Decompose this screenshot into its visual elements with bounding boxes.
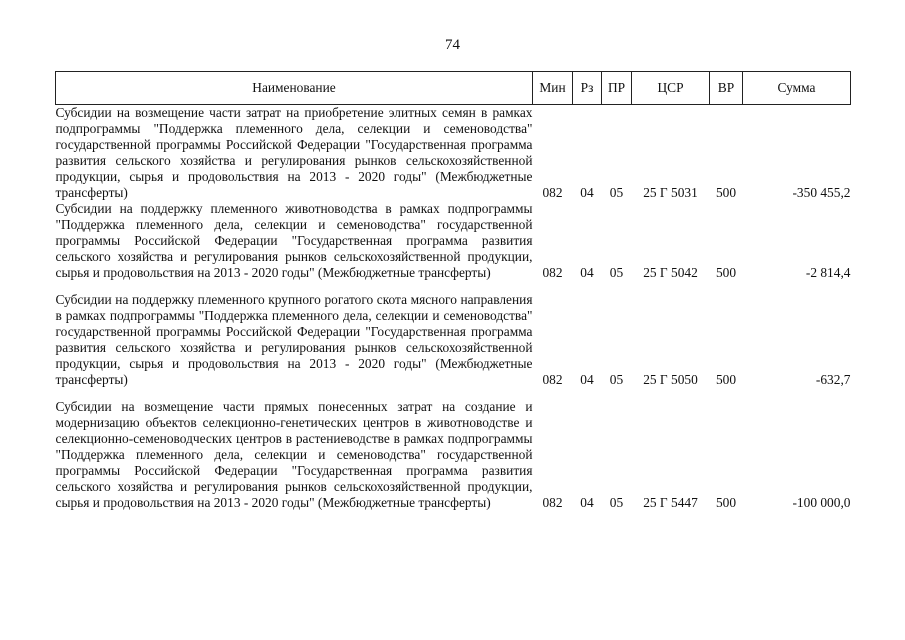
row-pr: 05: [609, 185, 624, 200]
table-row: [56, 201, 851, 281]
table-row: [56, 105, 851, 202]
row-name: Субсидии на поддержку племенного животноводства в рамках подпрограммы "Поддержка племенного дела, селекции и семеноводства" государственной программы Российской Федерации "Государственная программа развития сельского хозяйства и регулирования рынков сельскохозяйственной продукции, сырья и продовольствия на 2013 - 2020 годы" (Межбюджетные трансферты): [55, 201, 533, 280]
header-name: Наименование: [56, 72, 533, 105]
page-number: 74: [445, 37, 460, 53]
table-header-row: [56, 72, 851, 105]
row-name: Субсидии на возмещение части затрат на приобретение элитных семян в рамках подпрограммы "Поддержка племенного дела, селекции и семеноводства" государственной программы Российской Федерации "Государственная программа развития сельского хозяйства и регулирования рынков сельскохозяйственной продукции, сырья и продовольствия на 2013 - 2020 годы" (Межбюджетные трансферты): [55, 105, 533, 200]
header-csr: ЦСР: [632, 72, 710, 105]
row-sum: -2 814,4: [805, 265, 851, 280]
row-pr: 05: [609, 495, 624, 510]
row-rz: 04: [580, 495, 594, 510]
row-name: Субсидии на возмещение части прямых понесенных затрат на создание и модернизацию объектов селекционно-генетических центров в животноводстве и селекционно-семеноводческих центров в растениеводстве в рамках подпрограммы "Поддержка племенного дела, селекции и семеноводства" государственной программы Российской Федерации "Государственная программа развития сельского хозяйства и регулирования рынков сельскохозяйственной продукции, сырья и продовольствия на 2013 - 2020 годы" (Межбюджетные трансферты): [55, 399, 533, 510]
row-name: Субсидии на поддержку племенного крупного рогатого скота мясного направления в рамках подпрограммы "Поддержка племенного дела, селекции и семеноводства" государственной программы Российской Федерации "Государственная программа развития сельского хозяйства и регулирования рынков сельскохозяйственной продукции, сырья и продовольствия на 2013 - 2020 годы" (Межбюджетные трансферты): [55, 292, 533, 387]
row-vr: 500: [715, 495, 737, 510]
row-min: 082: [542, 495, 563, 510]
row-csr: 25 Г 5050: [643, 372, 698, 387]
row-csr: 25 Г 5447: [643, 495, 698, 510]
row-csr: 25 Г 5031: [643, 185, 698, 200]
row-vr: 500: [715, 185, 737, 200]
header-rz: Рз: [573, 72, 602, 105]
row-min: 082: [542, 185, 563, 200]
table-row: [56, 388, 851, 511]
header-vr: ВР: [710, 72, 743, 105]
header-pr: ПР: [602, 72, 632, 105]
row-vr: 500: [715, 265, 737, 280]
header-min: Мин: [533, 72, 573, 105]
header-sum: Сумма: [743, 72, 851, 105]
row-pr: 05: [609, 265, 624, 280]
row-pr: 05: [609, 372, 624, 387]
row-csr: 25 Г 5042: [643, 265, 698, 280]
budget-table: [55, 71, 851, 511]
row-sum: -100 000,0: [792, 495, 851, 510]
row-rz: 04: [580, 372, 594, 387]
row-min: 082: [542, 265, 563, 280]
row-rz: 04: [580, 265, 594, 280]
row-sum: -350 455,2: [792, 185, 851, 200]
row-vr: 500: [715, 372, 737, 387]
table-row: [56, 281, 851, 388]
row-rz: 04: [580, 185, 594, 200]
row-min: 082: [542, 372, 563, 387]
row-sum: -632,7: [815, 372, 851, 387]
